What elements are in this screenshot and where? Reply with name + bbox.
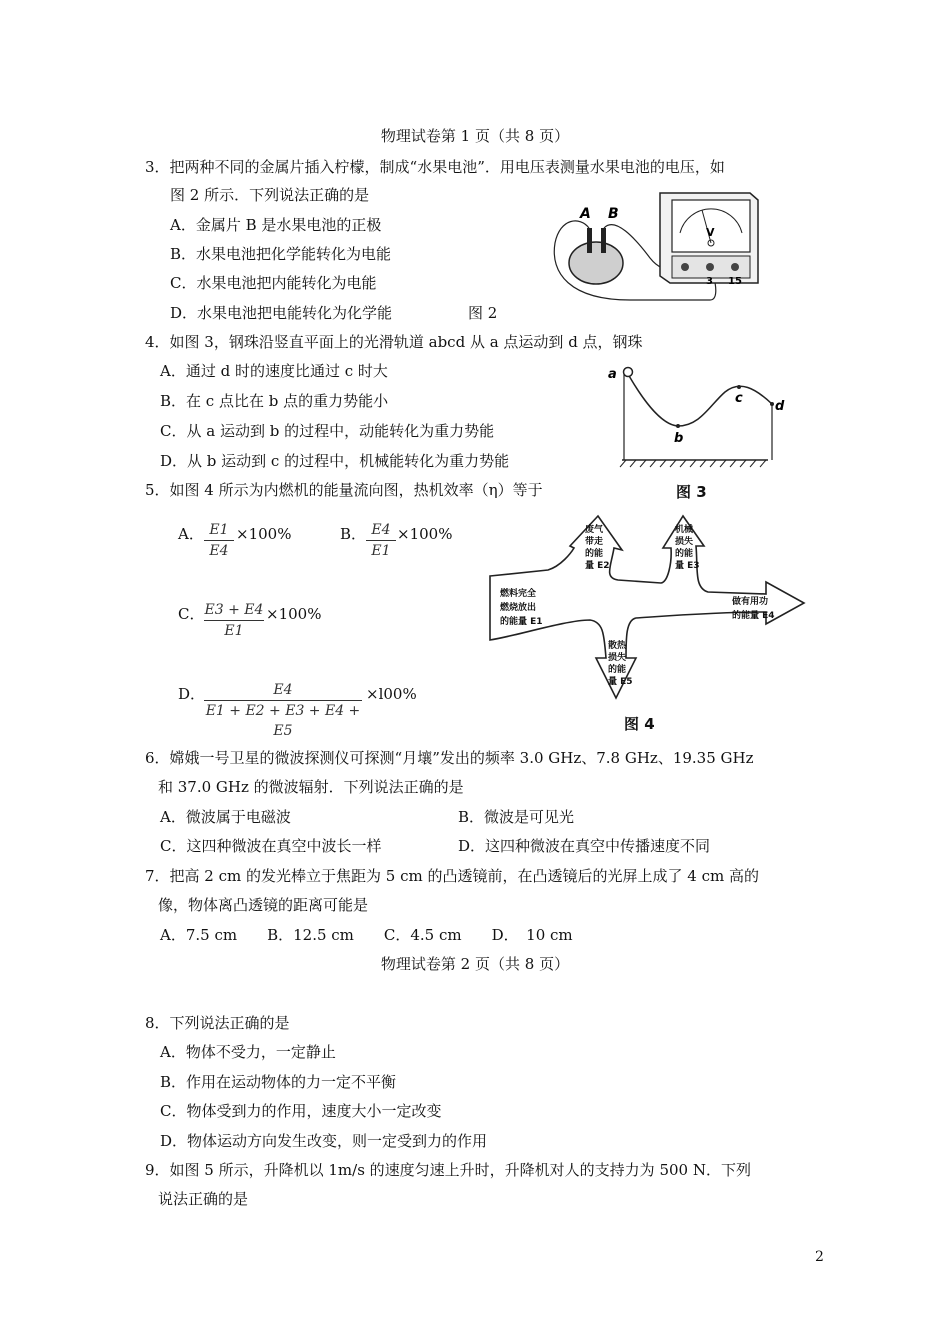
mechanical-label-3: 的能 [675, 549, 694, 559]
heat-label-2: 损失 [608, 653, 627, 663]
track-curve [628, 374, 772, 426]
figure-2-fruit-battery [540, 188, 770, 308]
fuel-label-3: 的能量 E1 [500, 617, 543, 627]
point-a: a [608, 367, 617, 382]
point-b: b [674, 431, 684, 446]
page-header-2: 物理试卷第 2 页（共 8 页） [380, 955, 570, 973]
q5-option-d-numerator: E4 [273, 682, 293, 698]
q5-option-c-tail: ×100% [266, 605, 322, 623]
fuel-label-1: 燃料完全 [500, 589, 537, 599]
terminal-15v [731, 263, 739, 271]
figure-4-caption: 图 4 [624, 715, 655, 733]
fuel-label-2: 燃烧放出 [500, 603, 537, 613]
q4-stem: 4．如图 3，钢珠沿竖直平面上的光滑轨道 abcd 从 a 点运动到 d 点，钢珠 [145, 333, 643, 351]
scale-3-label: 3 [706, 276, 713, 287]
q5-option-b-tail: ×100% [397, 525, 453, 543]
useful-label-2: 的能量 E4 [732, 611, 775, 621]
useful-label-1: 做有用功 [732, 597, 769, 607]
q6-stem-line-2: 和 37.0 GHz 的微波辐射．下列说法正确的是 [158, 778, 464, 796]
page-number: 2 [815, 1249, 824, 1265]
terminal-3v [706, 263, 714, 271]
q7-options: A．7.5 cm B．12.5 cm C．4.5 cm D． 10 cm [160, 926, 573, 944]
q5-option-c-fraction [204, 600, 264, 641]
q5-option-a-fraction [204, 520, 234, 561]
q5-option-b-numerator: E4 [371, 522, 391, 538]
q7-stem-line-2: 像，物体离凸透镜的距离可能是 [158, 896, 369, 914]
q8-option-c: C．物体受到力的作用，速度大小一定改变 [160, 1102, 442, 1120]
q3-stem-line-1: 3．把两种不同的金属片插入柠檬，制成“水果电池”．用电压表测量水果电池的电压，如 [145, 158, 725, 176]
q5-option-d-tail: ×l00% [366, 685, 417, 703]
q3-option-d: D．水果电池把电能转化为化学能 [170, 304, 393, 322]
q3-stem-line-2: 图 2 所示．下列说法正确的是 [170, 186, 370, 204]
point-c: c [735, 391, 743, 406]
q8-option-d: D．物体运动方向发生改变，则一定受到力的作用 [160, 1132, 488, 1150]
exhaust-label-1: 废气 [585, 525, 604, 535]
q3-option-b: B．水果电池把化学能转化为电能 [170, 245, 392, 263]
q5-option-b-denominator: E1 [371, 543, 391, 559]
figure-4-energy-flow [486, 508, 808, 710]
q4-option-c: C．从 a 运动到 b 的过程中，动能转化为重力势能 [160, 422, 495, 440]
q6-option-c: C．这四种微波在真空中波长一样 [160, 837, 382, 855]
q8-option-b: B．作用在运动物体的力一定不平衡 [160, 1073, 397, 1091]
q5-option-d-fraction [204, 680, 362, 741]
q6-option-d: D．这四种微波在真空中传播速度不同 [458, 837, 711, 855]
q6-option-a: A．微波属于电磁波 [160, 808, 291, 826]
energy-flow-arrows [490, 516, 804, 698]
exhaust-label-2: 带走 [585, 537, 604, 547]
q9-stem-line-1: 9．如图 5 所示，升降机以 1m/s 的速度匀速上升时，升降机对人的支持力为 500 N．下列 [145, 1161, 751, 1179]
metal-plate-b [601, 228, 606, 253]
figure-3-track [600, 360, 785, 472]
q3-option-c: C．水果电池把内能转化为电能 [170, 274, 377, 292]
label-a: A [580, 206, 591, 222]
label-b: B [608, 206, 619, 222]
page-header-1: 物理试卷第 1 页（共 8 页） [380, 127, 570, 145]
q5-option-c-numerator: E3 + E4 [204, 602, 264, 618]
q6-stem-line-1: 6．嫦娥一号卫星的微波探测仪可探测“月壤”发出的频率 3.0 GHz、7.8 GHz、19.35 GHz [145, 749, 754, 767]
q3-option-a: A．金属片 B 是水果电池的正极 [170, 216, 382, 234]
q4-option-a: A．通过 d 时的速度比通过 c 时大 [160, 362, 388, 380]
q5-stem: 5．如图 4 所示为内燃机的能量流向图，热机效率（η）等于 [145, 481, 543, 499]
q5-option-b-fraction [366, 520, 396, 561]
mechanical-label-1: 机械 [675, 525, 694, 535]
mechanical-label-2: 损失 [675, 537, 694, 547]
q5-option-a-label: A． [178, 525, 204, 543]
q5-option-a-tail: ×100% [236, 525, 292, 543]
steel-ball [624, 368, 633, 377]
heat-label-3: 的能 [608, 665, 627, 675]
figure-3-caption: 图 3 [676, 483, 707, 501]
voltmeter-symbol: V [706, 226, 715, 239]
q6-option-b: B．微波是可见光 [458, 808, 575, 826]
q5-option-b-label: B． [340, 525, 367, 543]
terminal-negative [681, 263, 689, 271]
exhaust-label-4: 量 E2 [585, 561, 610, 571]
point-d: d [775, 399, 785, 414]
heat-label-1: 散热 [608, 641, 627, 651]
exhaust-label-3: 的能 [585, 549, 604, 559]
q4-option-b: B．在 c 点比在 b 点的重力势能小 [160, 392, 389, 410]
q8-option-a: A．物体不受力，一定静止 [160, 1043, 336, 1061]
figure-2-caption: 图 2 [468, 304, 498, 322]
q7-stem-line-1: 7．把高 2 cm 的发光棒立于焦距为 5 cm 的凸透镜前，在凸透镜后的光屏上成了 4 cm 高的 [145, 867, 759, 885]
q9-stem-line-2: 说法正确的是 [158, 1190, 249, 1208]
mechanical-label-4: 量 E3 [675, 561, 700, 571]
scale-15-label: 15 [728, 276, 742, 287]
q4-option-d: D．从 b 运动到 c 的过程中，机械能转化为重力势能 [160, 452, 510, 470]
lemon [569, 242, 623, 284]
q5-option-c-denominator: E1 [224, 623, 244, 639]
q8-stem: 8．下列说法正确的是 [145, 1014, 290, 1032]
q5-option-d-label: D． [178, 685, 206, 703]
q5-option-d-denominator: E1 + E2 + E3 + E4 + E5 [205, 703, 361, 739]
q5-option-a-numerator: E1 [209, 522, 229, 538]
metal-plate-a [587, 228, 592, 253]
heat-label-4: 量 E5 [608, 677, 633, 687]
q5-option-a-denominator: E4 [209, 543, 229, 559]
q5-option-c-label: C． [178, 605, 205, 623]
